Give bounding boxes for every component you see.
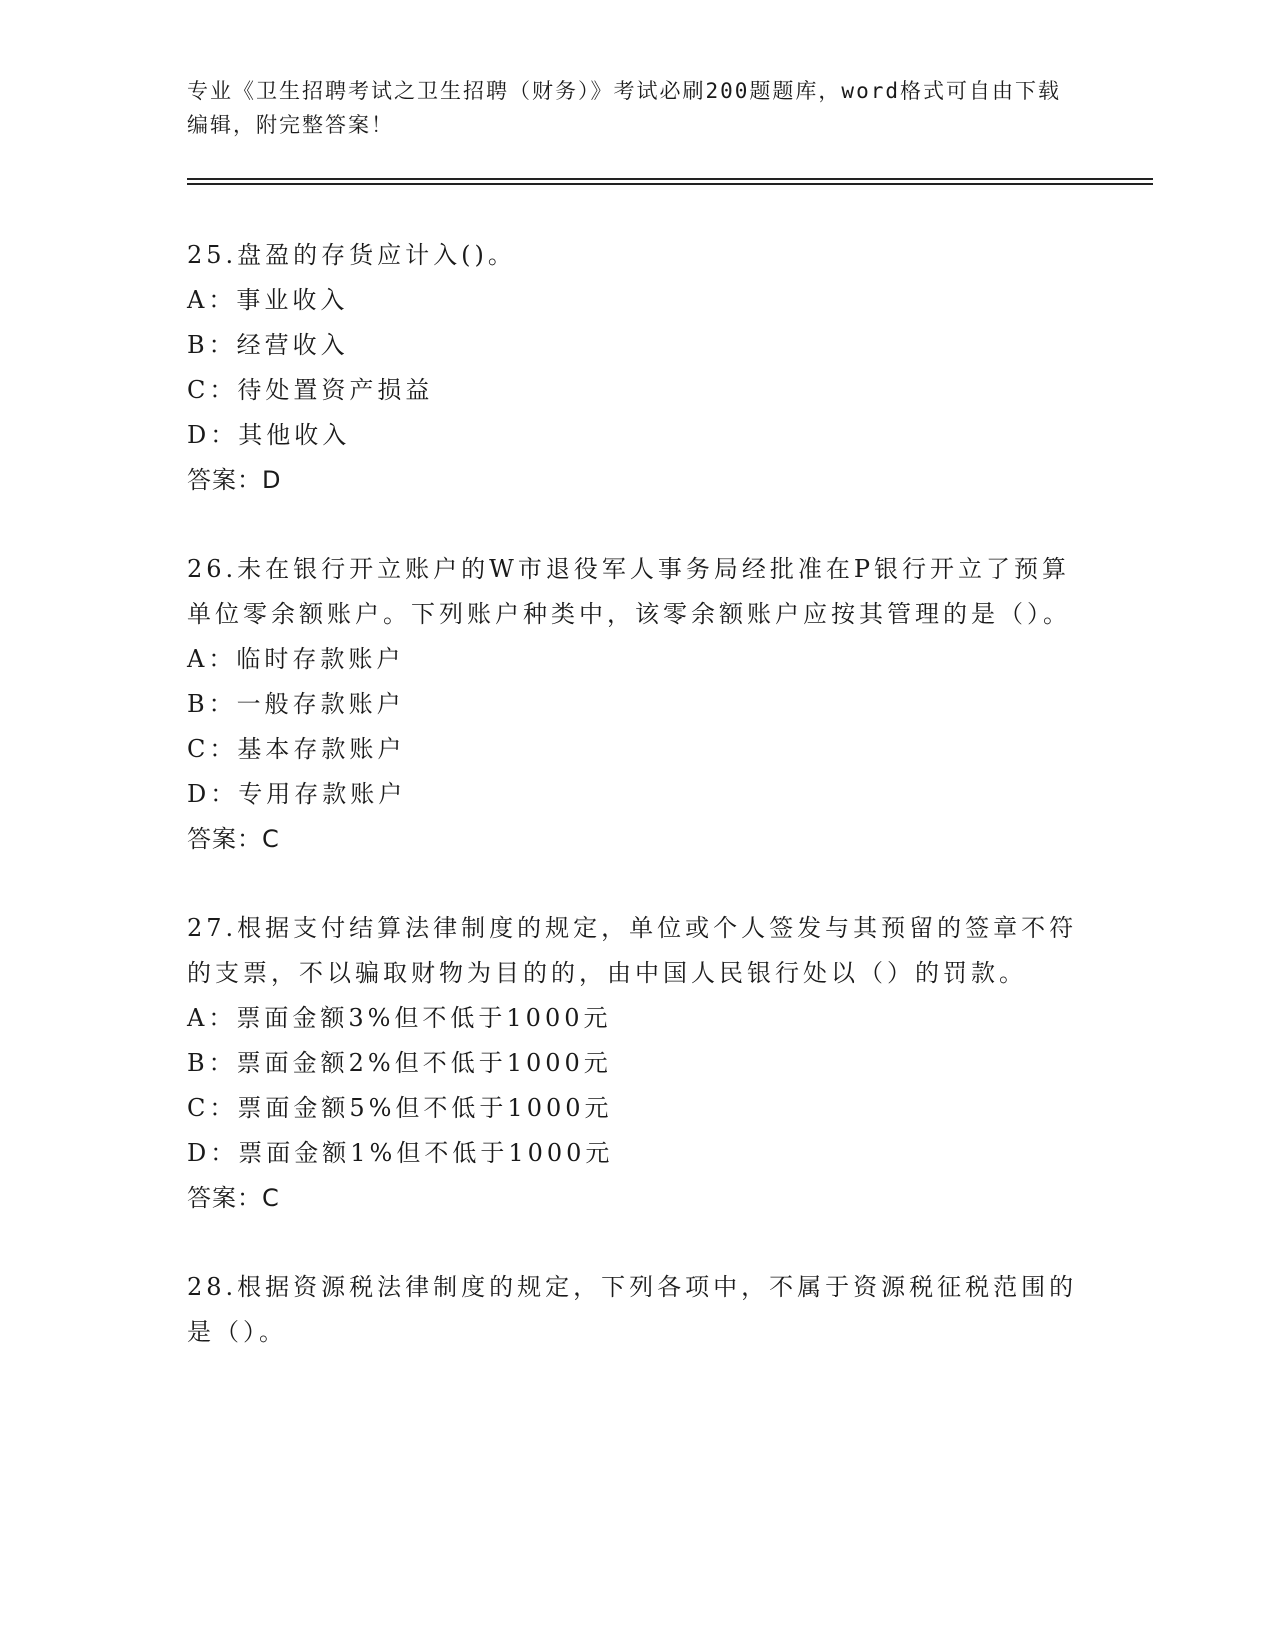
question-list: [187, 233, 1087, 1399]
document-header: 专业《卫生招聘考试之卫生招聘（财务）》考试必刷200题题库，word格式可自由下载编辑，附完整答案！: [187, 79, 1061, 137]
option-a: A：事业收入: [187, 286, 349, 314]
question-25: [187, 233, 1087, 503]
answer-line: 答案：D: [187, 466, 282, 494]
option-d: D：票面金额1%但不低于1000元: [187, 1139, 614, 1167]
header-rule-bottom: [187, 183, 1153, 185]
option-d: D：其他收入: [187, 421, 351, 449]
option-d: D：专用存款账户: [187, 780, 407, 808]
question-stem: 27.根据支付结算法律制度的规定，单位或个人签发与其预留的签章不符的支票，不以骗取财物为目的的，由中国人民银行处以（）的罚款。: [187, 914, 1078, 987]
option-c: C：基本存款账户: [187, 735, 406, 763]
option-a: A：临时存款账户: [187, 645, 405, 673]
answer-line: 答案：C: [187, 1184, 280, 1212]
answer-line: 答案：C: [187, 825, 280, 853]
option-b: B：一般存款账户: [187, 690, 405, 718]
question-stem: 28.根据资源税法律制度的规定，下列各项中，不属于资源税征税范围的是（）。: [187, 1273, 1078, 1346]
question-26: [187, 547, 1087, 862]
question-stem: 25.盘盈的存货应计入()。: [187, 241, 516, 269]
option-c: C：待处置资产损益: [187, 376, 434, 404]
question-stem: 26.未在银行开立账户的W市退役军人事务局经批准在P银行开立了预算单位零余额账户。下列账户种类中，该零余额账户应按其管理的是（）。: [187, 555, 1071, 628]
option-b: B：经营收入: [187, 331, 349, 359]
option-c: C：票面金额5%但不低于1000元: [187, 1094, 613, 1122]
question-27: [187, 906, 1087, 1221]
option-a: A：票面金额3%但不低于1000元: [187, 1004, 612, 1032]
header-rule-top: [187, 178, 1153, 180]
question-28: [187, 1265, 1087, 1355]
option-b: B：票面金额2%但不低于1000元: [187, 1049, 612, 1077]
